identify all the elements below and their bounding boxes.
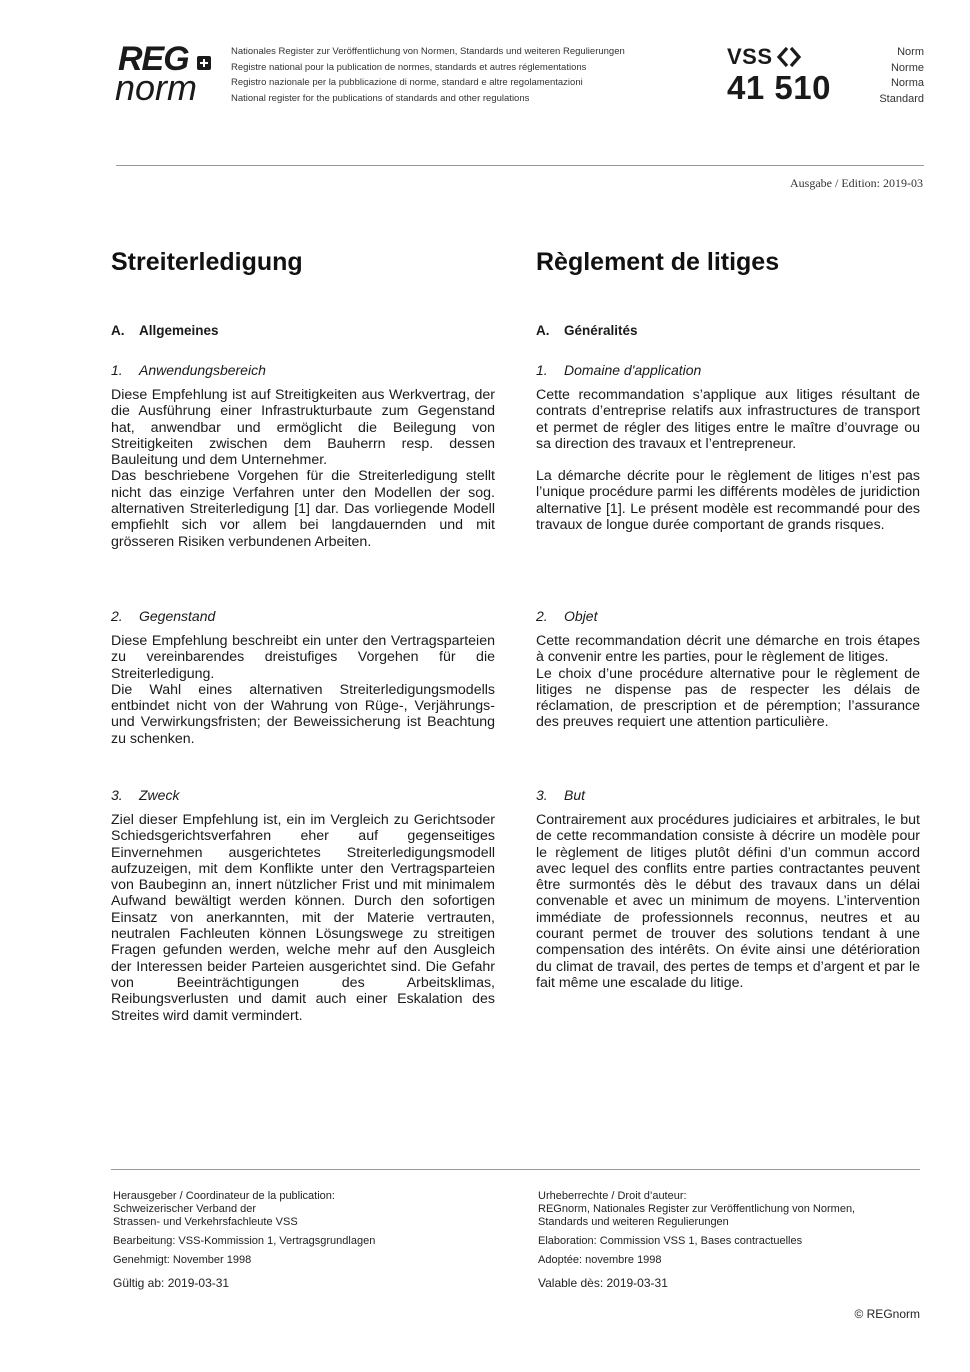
subsection-title: Domaine d'application — [564, 362, 702, 378]
subsection-number: 3. — [111, 787, 123, 803]
subsection-number: 1. — [111, 362, 123, 378]
subsection-number: 1. — [536, 362, 548, 378]
page-title-fr: Règlement de litiges — [536, 248, 780, 276]
valid-from-fr: Valable dès: 2019-03-31 — [538, 1276, 668, 1290]
footer-right — [538, 1190, 928, 1290]
doc-type-de: Norm — [897, 46, 924, 58]
copyright-info — [538, 1190, 928, 1229]
vss-arrows-icon — [776, 46, 802, 68]
vss-mark — [727, 44, 837, 70]
subsection-title: Anwendungsbereich — [139, 362, 266, 378]
section-letter: A. — [536, 323, 550, 338]
paragraph: Die Wahl eines alternativen Streiterledigungsmodells entbindet nicht von der Wahrung von Rüge-, Verjährungs- und Verwirkungsfristen; der Beweissicherung ist Beachtung zu schenken. — [111, 681, 495, 747]
subsection-heading — [111, 361, 495, 379]
subsection-heading — [536, 361, 920, 379]
subsection-fr-2 — [536, 607, 920, 731]
subsection-title: Objet — [564, 608, 598, 624]
subsection-heading — [536, 607, 920, 625]
subsection-heading — [536, 786, 920, 804]
register-line-de: Nationales Register zur Veröffentlichung von Normen, Standards und weiteren Regulierungen — [231, 46, 625, 57]
section-letter: A. — [111, 323, 125, 338]
elaboration-fr: Elaboration: Commission VSS 1, Bases contractuelles — [538, 1235, 803, 1247]
logo-text-norm: norm — [115, 67, 198, 108]
paragraph: Cette recommandation s’applique aux litiges résultant de contrats d’entreprise relatifs aux infrastructures de transport et permet de régler des litiges entre le maître d’ouvrage ou sa direction des travaux et l’entrepreneur. — [536, 387, 920, 452]
french-column — [536, 246, 920, 991]
page-title-de: Streiterledigung — [111, 248, 303, 276]
section-title: Généralités — [564, 323, 638, 338]
register-line-it: Registro nazionale per la pubblicazione di norme, standard e altre regolamentazioni — [231, 77, 583, 88]
paragraph: Diese Empfehlung ist auf Streitigkeiten aus Werkvertrag, der die Ausführung einer Infrastrukturbaute zum Gegenstand hat, anwendbar und ermöglicht die Beilegung von Streitigkeiten zwischen dem Bauherrn resp. dessen Bauleitung und dem Unternehmer. — [111, 387, 495, 469]
elaboration-de: Bearbeitung: VSS-Kommission 1, Vertragsgrundlagen — [113, 1235, 376, 1247]
subsection-heading — [111, 786, 495, 804]
valid-from-de: Gültig ab: 2019-03-31 — [113, 1276, 230, 1290]
subsection-de-3 — [111, 786, 495, 1024]
footer-divider — [111, 1169, 920, 1170]
register-line-fr: Registre national pour la publication de normes, standards et autres réglementations — [231, 61, 587, 73]
subsection-de-2 — [111, 607, 495, 747]
subsection-heading — [111, 607, 495, 625]
doc-type-fr: Norme — [890, 61, 924, 74]
document-type-labels — [879, 45, 924, 107]
paragraph: Das beschriebene Vorgehen für die Streiterledigung stellt nicht das einzige Verfahren unter den Modellen der sog. alternativen Streiterledigung [1] dar. Das vorliegende Modell empfiehlt sich vor allem bei langdauernden und mit grösseren Risiken verbundenen Arbeiten. — [111, 468, 495, 550]
swiss-cross-icon — [197, 56, 211, 70]
subsection-number: 2. — [111, 608, 123, 624]
vss-standard-id — [727, 44, 837, 106]
approval-date-de: Genehmigt: November 1998 — [113, 1254, 252, 1266]
subsection-title: Zweck — [139, 787, 180, 803]
approval-date-fr: Adoptée: novembre 1998 — [538, 1254, 662, 1266]
logo-text-reg: REG — [118, 40, 189, 78]
subsection-de-1 — [111, 361, 495, 550]
section-heading-de — [111, 323, 219, 338]
paragraph: Le choix d’une procédure alternative pour le règlement de litiges ne dispense pas de respecter les délais de réclamation, de prescription et de péremption; l’assurance des preuves requiert une attention particulière. — [536, 665, 920, 731]
subsection-fr-1 — [536, 361, 920, 533]
doc-type-it: Norma — [890, 77, 924, 89]
section-title: Allgemeines — [139, 323, 219, 338]
doc-type-en: Standard — [879, 92, 924, 105]
subsection-number: 2. — [536, 608, 548, 624]
register-line-en: National register for the publications of standards and other regulations — [231, 92, 530, 104]
register-description — [231, 44, 625, 106]
paragraph: La démarche décrite pour le règlement de litiges n’est pas l’unique procédure parmi les différents modèles de juridiction alternative [1]. Le présent modèle est recommandé pour des travaux de longue durée comportant de grands risques. — [536, 468, 920, 534]
subsection-fr-3 — [536, 786, 920, 991]
edition-label: Ausgabe / Edition: 2019-03 — [790, 176, 923, 190]
copyright-notice: © REGnorm — [854, 1307, 920, 1321]
copyright-label: Urheberrechte / Droit d’auteur: — [538, 1190, 687, 1202]
publisher-label: Herausgeber / Coordinateur de la publication: — [113, 1190, 335, 1202]
subsection-title: But — [564, 787, 586, 803]
copyright-holder-1: REGnorm, Nationales Register zur Veröffentlichung von Normen, — [538, 1203, 856, 1215]
header-divider — [116, 165, 924, 166]
publisher-name-1: Schweizerischer Verband der — [113, 1203, 257, 1215]
paragraph: Contrairement aux procédures judiciaires et arbitrales, le but de cette recommandation consiste à décrire un modèle pour le règlement de litiges plutôt défini d’un commun accord avec lequel des conflits entre parties contractantes peuvent être surmontés dès le début des travaux dans un délai convenable et avec un minimum de moyens. L’intervention immédiate de professionnels reconnus, neutres et au courant permet de trouver des solutions tendant à une compensation des intérêts. On évite ainsi une détérioration du climat de travail, des pertes de temps et d’argent et par le fait même une escalade du litige. — [536, 812, 920, 991]
regnorm-logo — [115, 42, 220, 106]
footer-left — [113, 1190, 503, 1290]
paragraph: Diese Empfehlung beschreibt ein unter den Vertragsparteien zu vereinbarendes dreistufiges Vorgehen für die Streiterledigung. — [111, 633, 495, 682]
subsection-title: Gegenstand — [139, 608, 216, 624]
german-column — [111, 246, 495, 1024]
paragraph: Cette recommandation décrit une démarche en trois étapes à convenir entre les parties, pour le règlement de litiges. — [536, 633, 920, 666]
copyright-holder-2: Standards und weiteren Regulierungen — [538, 1216, 729, 1228]
vss-mark-text: VSS — [727, 44, 773, 69]
publisher-info — [113, 1190, 503, 1229]
standard-number: 41 510 — [727, 69, 831, 106]
subsection-number: 3. — [536, 787, 548, 803]
publisher-name-2: Strassen- und Verkehrsfachleute VSS — [113, 1216, 298, 1228]
paragraph: Ziel dieser Empfehlung ist, ein im Vergleich zu Gerichtsoder Schiedsgerichtsverfahren eher auf gegenseitiges Einvernehmen ausgerichtetes Streiterledigungsmodell aufzuzeigen, mit dem Konflikte unter den Vertragsparteien von Baubeginn an, innert nützlicher Frist und mit minimalem Aufwand bewältigt werden können. Durch den sofortigen Einsatz von anerkannten, mit der Materie vertrauten, neutralen Fachleuten können Lösungswege zu streitigen Fragen gefunden werden, welche mehr auf den Ausgleich der Interessen beider Parteien ausgerichtet sind. Die Gefahr von Beeinträchtigungen des Arbeitsklimas, Reibungsverlusten und damit auch einer Eskalation des Streites wird damit vermindert. — [111, 812, 495, 1024]
section-heading-fr — [536, 323, 638, 338]
